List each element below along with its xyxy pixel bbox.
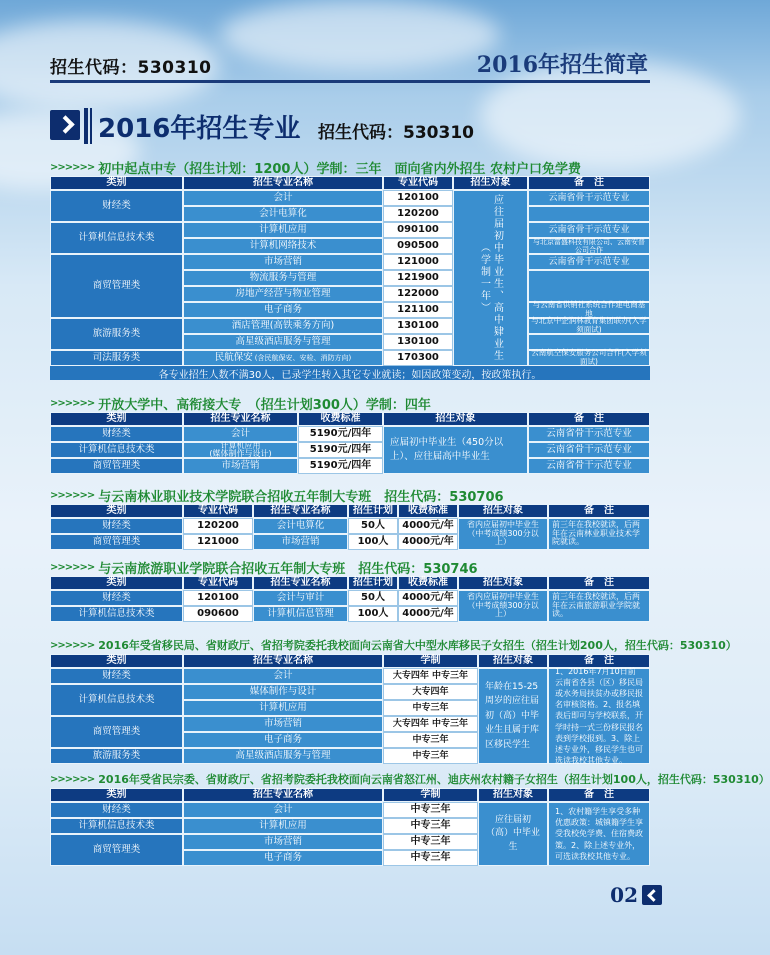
- col-header: 招生专业名称: [183, 654, 383, 668]
- col-header: 类别: [50, 176, 183, 190]
- col-header: 收费标准: [398, 576, 458, 590]
- section-title: [50, 770, 770, 788]
- major-cell: 高星级酒店服务与管理: [183, 334, 383, 350]
- term-cell: 中专三年: [383, 732, 478, 748]
- category-cell: 商贸管理类: [50, 716, 183, 748]
- col-header: 招生对象: [383, 412, 528, 426]
- target-cell: 应届初中毕业生（450分以上）、应往届高中毕业生: [383, 426, 528, 474]
- category-cell: 商贸管理类: [50, 254, 183, 318]
- term-cell: 大专四年 中专三年: [383, 716, 478, 732]
- major-cell: 会计与审计: [253, 590, 348, 606]
- code-cell: 120200: [183, 518, 253, 534]
- col-header: 类别: [50, 504, 183, 518]
- section-nujiang-diqing: [50, 770, 770, 866]
- major-cell: 计算机网络技术: [183, 238, 383, 254]
- term-cell: 中专三年: [383, 802, 478, 818]
- section-title-text: 2016年受省民宗委、省财政厅、省招考院委托我校面向云南省怒江州、迪庆州农村籍子女招生（招生计划100人，招生代码：530310）: [98, 773, 770, 786]
- category-cell: 旅游服务类: [50, 748, 183, 764]
- major-cell: 会计: [183, 802, 383, 818]
- section-reservoir-migrants: [50, 636, 737, 766]
- section-title-text: 与云南旅游职业学院联合招收五年制大专班 招生代码：530746: [98, 561, 478, 577]
- term-cell: 中专三年: [383, 748, 478, 764]
- major-cell: 市场营销: [183, 254, 383, 270]
- major-name: 民航保安: [214, 351, 253, 363]
- note-cell: 云南省骨干示范专业: [528, 458, 650, 474]
- arrows-icon: >>>>>>: [50, 561, 95, 573]
- col-header: 招生计划: [348, 504, 398, 518]
- plan-cell: 100人: [348, 606, 398, 622]
- arrows-icon: >>>>>>: [50, 773, 95, 785]
- section-title: [50, 636, 737, 654]
- major-cell: 会计: [183, 668, 383, 684]
- category-cell: 计算机信息技术类: [50, 606, 183, 622]
- chevron-left-icon: [642, 885, 662, 905]
- col-header: 招生对象: [478, 654, 548, 668]
- col-header: 招生对象: [453, 176, 528, 190]
- chevron-right-icon: [50, 110, 80, 140]
- header-rule: [50, 80, 650, 83]
- footnote: 各专业招生人数不满30人，已录学生转入其它专业就读；如因政策变动，按政策执行。: [50, 366, 650, 380]
- arrows-icon: >>>>>>: [50, 489, 95, 501]
- col-header: 收费标准: [298, 412, 383, 426]
- col-header: 类别: [50, 654, 183, 668]
- arrows-icon: >>>>>>: [50, 397, 95, 409]
- major-cell: 房地产经营与物业管理: [183, 286, 383, 302]
- note-cell: [528, 270, 650, 302]
- fee-cell: 4000元/年: [398, 606, 458, 622]
- note-cell: 前三年在我校就读，后两年在云南林业职业技术学院就读。: [548, 518, 650, 550]
- table-open-university: [50, 412, 650, 474]
- term-cell: 中专三年: [383, 834, 478, 850]
- section-open-university: [50, 394, 650, 474]
- category-cell: 财经类: [50, 802, 183, 818]
- fee-cell: 5190元/四年: [298, 458, 383, 474]
- note-cell: 云南省骨干示范专业: [528, 222, 650, 238]
- plan-cell: 50人: [348, 518, 398, 534]
- target-cell: 应往届初中毕业生、高中肄业生（学制一年）: [453, 190, 528, 366]
- major-cell: 电子商务: [183, 302, 383, 318]
- major-cell: 计算机应用: [183, 818, 383, 834]
- section-secondary: [50, 158, 650, 386]
- code-cell: 130100: [383, 334, 453, 350]
- col-header: 学制: [383, 788, 478, 802]
- target-cell: 应往届初（高）中毕业生: [478, 802, 548, 866]
- col-header: 招生专业名称: [183, 412, 298, 426]
- col-header: 招生专业名称: [253, 576, 348, 590]
- fee-cell: 4000元/年: [398, 518, 458, 534]
- note-cell: 云南省骨干示范专业: [528, 442, 650, 458]
- col-header: 专业代码: [383, 176, 453, 190]
- category-cell: 财经类: [50, 426, 183, 442]
- major-sub: (媒体制作与设计): [209, 449, 272, 458]
- major-cell: 计算机应用: [183, 700, 383, 716]
- major-title: 2016年招生专业: [98, 114, 301, 144]
- term-cell: 中专三年: [383, 700, 478, 716]
- arrows-icon: >>>>>>: [50, 639, 95, 651]
- major-header: [50, 108, 650, 144]
- section-title-text: 开放大学中、高衔接大专 （招生计划300人）学制：四年: [98, 397, 431, 413]
- col-header: 招生专业名称: [183, 176, 383, 190]
- major-cell: [183, 442, 298, 458]
- col-header: 备 注: [548, 788, 650, 802]
- section-tourism-college: [50, 558, 650, 622]
- note-cell: 云南航空保安服务公司合作(入学须面试): [528, 350, 650, 366]
- col-header: 招生专业名称: [183, 788, 383, 802]
- major-cell: 计算机应用: [183, 222, 383, 238]
- plan-cell: 50人: [348, 590, 398, 606]
- code-cell: 121100: [383, 302, 453, 318]
- category-cell: 商贸管理类: [50, 834, 183, 866]
- col-header: 备 注: [528, 412, 650, 426]
- term-cell: 中专三年: [383, 850, 478, 866]
- note-cell: 1、2016年7月10日前云南省各县（区）移民局或水务局扶贫办或移民报名审核资格。2、报名填表后即可与学校联系，开学时持一式三份移民报名表到学校报到。3、除上述专业外，移民学生也可选读我校其他专业。: [548, 668, 650, 764]
- top-header: [0, 0, 700, 84]
- category-cell: 旅游服务类: [50, 318, 183, 350]
- table-reservoir-migrants: [50, 654, 650, 764]
- category-cell: 商贸管理类: [50, 458, 183, 474]
- code-cell: 090600: [183, 606, 253, 622]
- major-cell: 市场营销: [253, 534, 348, 550]
- col-header: 专业代码: [183, 504, 253, 518]
- note-cell: 与云南省供销社系统合作建电商基地: [528, 302, 650, 318]
- code-cell: 120100: [383, 190, 453, 206]
- col-header: 招生对象: [478, 788, 548, 802]
- code-cell: 121000: [383, 254, 453, 270]
- major-cell: 电子商务: [183, 732, 383, 748]
- col-header: 收费标准: [398, 504, 458, 518]
- code-cell: 130100: [383, 318, 453, 334]
- table-nujiang-diqing: [50, 788, 650, 866]
- fee-cell: 5190元/四年: [298, 442, 383, 458]
- section-title: [50, 394, 650, 412]
- col-header: 招生计划: [348, 576, 398, 590]
- major-cell: 电子商务: [183, 850, 383, 866]
- target-cell: 省内应届初中毕业生（中考成绩300分以上）: [458, 518, 548, 550]
- col-header: 类别: [50, 412, 183, 426]
- fee-cell: 5190元/四年: [298, 426, 383, 442]
- col-header: 备 注: [528, 176, 650, 190]
- major-cell: 市场营销: [183, 458, 298, 474]
- note-cell: 与北京富盛科技有限公司、云南安普公司合作: [528, 238, 650, 254]
- major-cell: 计算机信息管理: [253, 606, 348, 622]
- code-cell: 121900: [383, 270, 453, 286]
- col-header: 类别: [50, 788, 183, 802]
- category-cell: 商贸管理类: [50, 534, 183, 550]
- major-code: 招生代码：530310: [318, 123, 474, 143]
- code-cell: 090100: [383, 222, 453, 238]
- major-name: 计算机应用: [220, 440, 261, 450]
- section-title-text: 2016年受省移民局、省财政厅、省招考院委托我校面向云南省大中型水库移民子女招生（招生计划200人，招生代码：530310）: [98, 639, 737, 652]
- code-cell: 120200: [383, 206, 453, 222]
- major-cell: 市场营销: [183, 834, 383, 850]
- category-cell: 财经类: [50, 190, 183, 222]
- category-cell: 财经类: [50, 590, 183, 606]
- note-cell: 云南省骨干示范专业: [528, 254, 650, 270]
- code-cell: 170300: [383, 350, 453, 366]
- page-number: 02: [610, 883, 638, 907]
- section-title-text: 与云南林业职业技术学院联合招收五年制大专班 招生代码：530706: [98, 489, 504, 505]
- plan-cell: 100人: [348, 534, 398, 550]
- section-title: [50, 558, 650, 576]
- major-cell: [183, 350, 383, 366]
- section-forestry-college: [50, 486, 650, 550]
- fee-cell: 4000元/年: [398, 534, 458, 550]
- major-cell: 媒体制作与设计: [183, 684, 383, 700]
- divider: [84, 108, 88, 144]
- code-cell: 122000: [383, 286, 453, 302]
- major-cell: 物流服务与管理: [183, 270, 383, 286]
- major-sub: (含民航保安、安检、消防方向): [254, 353, 352, 362]
- section-title: [50, 486, 650, 504]
- page-footer: [610, 883, 662, 907]
- category-cell: 计算机信息技术类: [50, 684, 183, 716]
- category-cell: 计算机信息技术类: [50, 222, 183, 254]
- fee-cell: 4000元/年: [398, 590, 458, 606]
- enroll-code-top: 招生代码：530310: [50, 58, 212, 78]
- col-header: 学制: [383, 654, 478, 668]
- col-header: 招生对象: [458, 504, 548, 518]
- note-cell: 与北京中企润林教育集团联办(入学须面试): [528, 318, 650, 334]
- note-cell: 云南省骨干示范专业: [528, 190, 650, 206]
- category-cell: 财经类: [50, 518, 183, 534]
- note-cell: [528, 206, 650, 222]
- category-cell: 计算机信息技术类: [50, 818, 183, 834]
- divider: [90, 108, 92, 144]
- term-cell: 大专四年: [383, 684, 478, 700]
- code-cell: 120100: [183, 590, 253, 606]
- major-cell: 酒店管理(高铁乘务方向): [183, 318, 383, 334]
- table-tourism-college: [50, 576, 650, 622]
- section-title: [50, 158, 650, 176]
- target-cell: 省内应届初中毕业生（中考成绩300分以上）: [458, 590, 548, 622]
- term-cell: 中专三年: [383, 818, 478, 834]
- note-cell: 前三年在我校就读，后两年在云南旅游职业学院就读。: [548, 590, 650, 622]
- note-cell: 1、农村籍学生享受多种优惠政策：城镇籍学生享受我校免学费、住宿费政策。2、除上述专业外，可选读我校其他专业。: [548, 802, 650, 866]
- col-header: 备 注: [548, 504, 650, 518]
- term-cell: 大专四年 中专三年: [383, 668, 478, 684]
- col-header: 类别: [50, 576, 183, 590]
- section-title-text: 初中起点中专（招生计划：1200人）学制：三年 面向省内外招生 农村户口免学费: [98, 161, 581, 177]
- code-cell: 121000: [183, 534, 253, 550]
- brochure-title: 2016年招生简章: [476, 52, 648, 78]
- major-cell: 会计电算化: [253, 518, 348, 534]
- col-header: 招生对象: [458, 576, 548, 590]
- category-cell: 计算机信息技术类: [50, 442, 183, 458]
- col-header: 专业代码: [183, 576, 253, 590]
- major-cell: 市场营销: [183, 716, 383, 732]
- col-header: 招生专业名称: [253, 504, 348, 518]
- note-cell: 云南省骨干示范专业: [528, 426, 650, 442]
- table-forestry-college: [50, 504, 650, 550]
- table-secondary: [50, 176, 650, 386]
- category-cell: 司法服务类: [50, 350, 183, 366]
- category-cell: 财经类: [50, 668, 183, 684]
- major-cell: 高星级酒店服务与管理: [183, 748, 383, 764]
- major-cell: 会计电算化: [183, 206, 383, 222]
- target-cell: 年龄在15-25周岁的应往届初（高）中毕业生且属于库区移民学生: [478, 668, 548, 764]
- major-cell: 会计: [183, 426, 298, 442]
- major-cell: 会计: [183, 190, 383, 206]
- arrows-icon: >>>>>>: [50, 161, 95, 173]
- col-header: 备 注: [548, 576, 650, 590]
- code-cell: 090500: [383, 238, 453, 254]
- col-header: 备 注: [548, 654, 650, 668]
